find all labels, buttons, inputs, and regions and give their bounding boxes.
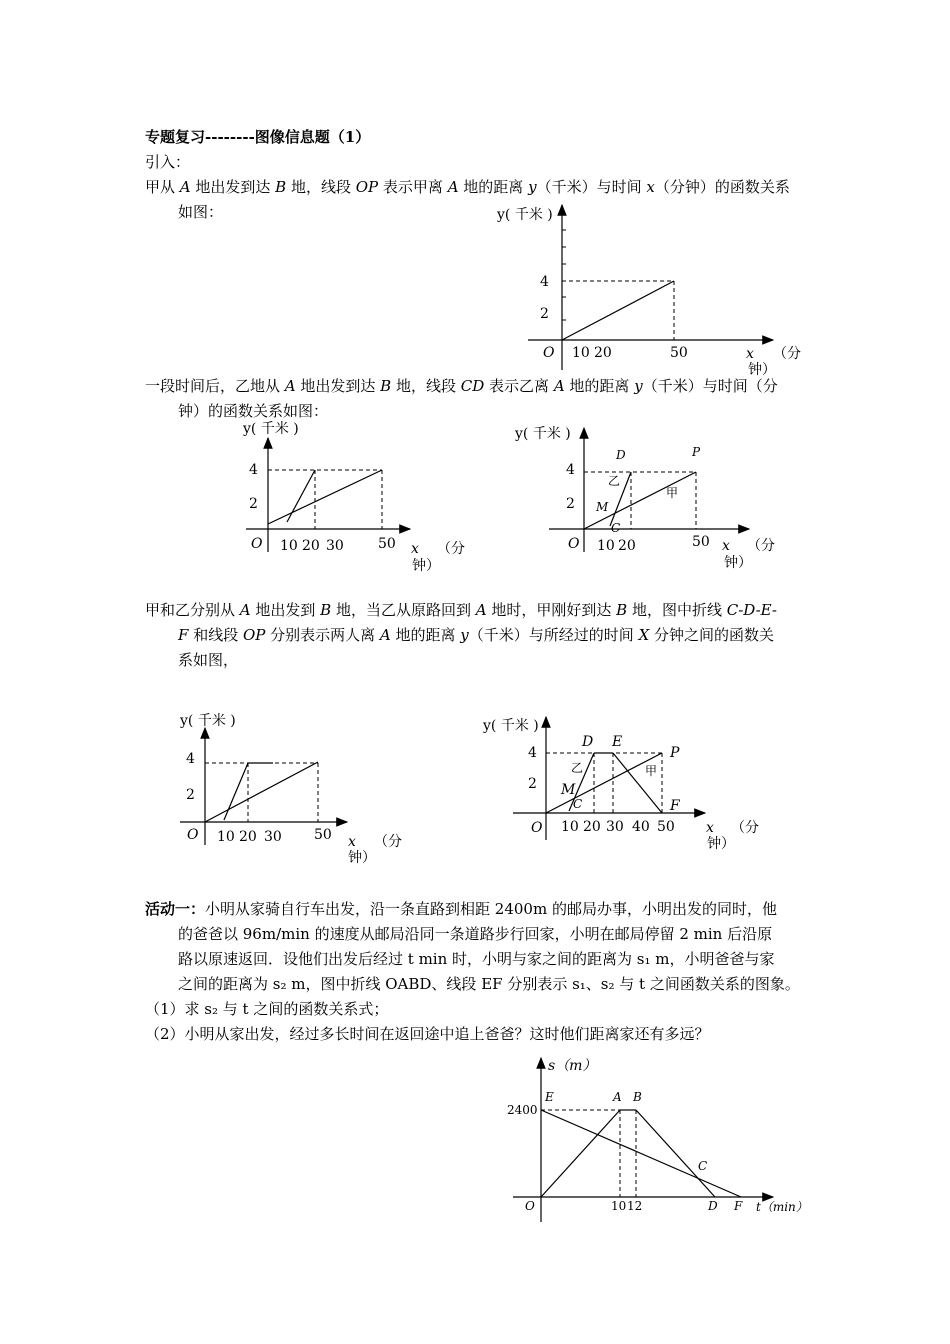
graph-1-labels xyxy=(496,206,801,378)
g4-x-unit-1: （分 xyxy=(374,834,402,850)
g2-tick-10: 10 xyxy=(280,538,298,554)
g5-x-label: x xyxy=(706,820,714,836)
g1-tick-10: 10 xyxy=(572,345,590,361)
g3-x-unit-1: （分 xyxy=(747,538,775,554)
g4-x-label: x xyxy=(348,834,356,850)
g3-origin: O xyxy=(568,536,580,552)
g4-x-unit-2: 钟） xyxy=(348,850,376,866)
g2-tick-50: 50 xyxy=(378,536,396,552)
intro-paragraph-3-line-1: 甲和乙分别从 A 地出发到 B 地，当乙从原路回到 A 地时，甲刚好到达 B 地，图中折线 C-D-E- xyxy=(145,601,777,619)
g2-x-label: x xyxy=(411,541,419,557)
g6-tick-2400: 2400 xyxy=(507,1103,538,1117)
g1-tick-50: 50 xyxy=(670,345,688,361)
g5-x-unit-1: （分 xyxy=(731,820,759,836)
g3-point-M: M xyxy=(596,500,609,514)
g2-y-label: y( 千米 ) xyxy=(243,421,299,437)
page-title: 专题复习--------图像信息题（1） xyxy=(145,128,371,146)
g4-tick-4: 4 xyxy=(186,751,195,767)
g6-x-label: t（min） xyxy=(756,1200,808,1214)
g5-point-C: C xyxy=(573,797,583,811)
g3-x-unit-2: 钟） xyxy=(724,555,752,571)
g2-tick-4: 4 xyxy=(249,462,258,478)
g4-origin: O xyxy=(187,827,199,843)
g1-tick-4: 4 xyxy=(540,274,549,290)
g5-point-D: D xyxy=(582,734,594,750)
g6-tick-10: 10 xyxy=(611,1199,627,1213)
g3-tick-10: 10 xyxy=(597,538,615,554)
g4-tick-20: 20 xyxy=(239,829,257,845)
g3-label-jia: 甲 xyxy=(666,486,679,500)
g6-point-B: B xyxy=(633,1090,642,1104)
g3-tick-20: 20 xyxy=(618,538,636,554)
g1-y-label: y( 千米 ) xyxy=(497,207,553,223)
g3-x-label: x xyxy=(722,538,730,554)
g4-tick-2: 2 xyxy=(186,787,195,803)
g3-y-label: y( 千米 ) xyxy=(515,426,571,442)
g2-tick-2: 2 xyxy=(249,496,258,512)
g5-label-jia: 甲 xyxy=(645,764,658,778)
g5-point-F: F xyxy=(670,798,680,814)
g3-point-C: C xyxy=(611,521,621,535)
g1-origin: O xyxy=(543,345,555,361)
g5-point-P: P xyxy=(670,745,680,761)
activity-line-1: 活动一：小明从家骑自行车出发，沿一条直路到相距 2400m 的邮局办事，小明出发的同时，他 xyxy=(145,900,777,918)
g5-x-unit-2: 钟） xyxy=(707,836,735,852)
g2-x-unit-1: （分 xyxy=(437,541,465,557)
g4-tick-10: 10 xyxy=(217,829,235,845)
intro-paragraph-1-line-2: 如图： xyxy=(178,203,224,221)
g1-tick-20: 20 xyxy=(594,345,612,361)
g2-origin: O xyxy=(251,536,263,552)
g5-point-M: M xyxy=(561,782,576,798)
g3-point-P: P xyxy=(692,445,701,459)
g1-x-unit-1: （分 xyxy=(773,346,801,362)
graph-6-labels xyxy=(507,1058,808,1214)
g2-x-unit-2: 钟） xyxy=(412,558,440,574)
g3-tick-4: 4 xyxy=(566,462,575,478)
graph-2 xyxy=(246,438,410,552)
activity-line-4: 之间的距离为 s₂ m，图中折线 OABD、线段 EF 分别表示 s₁、s₂ 与 t 之间函数关系的图象。 xyxy=(178,975,800,993)
g5-y-label: y( 千米 ) xyxy=(483,718,539,734)
g5-tick-40: 40 xyxy=(632,819,650,835)
g6-tick-12: 12 xyxy=(627,1199,643,1213)
graph-3 xyxy=(549,428,749,552)
g2-tick-30: 30 xyxy=(326,538,344,554)
graph-5-labels xyxy=(482,717,759,852)
g3-point-D: D xyxy=(616,448,626,462)
intro-paragraph-3-line-2: F 和线段 OP 分别表示两人离 A 地的距离 y（千米）与所经过的时间 X 分钟之间的函数关 xyxy=(178,626,775,644)
g5-tick-20: 20 xyxy=(583,819,601,835)
g1-x-unit-2: 钟） xyxy=(748,362,776,378)
graph-6 xyxy=(513,1058,773,1222)
g5-tick-2: 2 xyxy=(528,776,537,792)
g5-point-E: E xyxy=(612,734,623,750)
g3-tick-50: 50 xyxy=(692,534,710,550)
g5-tick-30: 30 xyxy=(606,819,624,835)
g3-tick-2: 2 xyxy=(566,496,575,512)
g1-line-OP xyxy=(562,281,674,340)
g6-y-label: s（m） xyxy=(548,1058,597,1074)
g6-point-D: D xyxy=(708,1199,718,1213)
g5-tick-10: 10 xyxy=(561,819,579,835)
g6-point-A: A xyxy=(613,1090,622,1104)
question-1: （1）求 s₂ 与 t 之间的函数关系式； xyxy=(145,1000,389,1018)
activity-line-2: 的爸爸以 96m/min 的速度从邮局沿同一条道路步行回家，小明在邮局停留 2 min 后沿原 xyxy=(178,925,773,943)
activity-line-3: 路以原速返回．设他们出发后经过 t min 时，小明与家之间的距离为 s₁ m，小明爸爸与家 xyxy=(178,950,775,968)
g6-origin: O xyxy=(525,1199,535,1213)
intro-paragraph-2-line-1: 一段时间后，乙地从 A 地出发到达 B 地，线段 CD 表示乙离 A 地的距离 y（千米）与时间（分 xyxy=(145,377,778,395)
g5-tick-4: 4 xyxy=(528,745,537,761)
g5-origin: O xyxy=(531,820,543,836)
intro-paragraph-3-line-3: 系如图， xyxy=(178,651,239,669)
graph-2-labels xyxy=(242,420,465,574)
g6-point-E: E xyxy=(545,1090,554,1104)
g4-tick-50: 50 xyxy=(314,827,332,843)
g4-tick-30: 30 xyxy=(264,829,282,845)
g5-label-yi: 乙 xyxy=(571,761,584,775)
graph-1 xyxy=(528,205,773,370)
g1-x-label: x xyxy=(746,346,754,362)
g6-point-F: F xyxy=(734,1199,743,1213)
intro-paragraph-1-line-1: 甲从 A 地出发到达 B 地，线段 OP 表示甲离 A 地的距离 y（千米）与时间 x（分钟）的函数关系 xyxy=(145,178,790,196)
g5-tick-50: 50 xyxy=(657,819,675,835)
intro-label: 引入： xyxy=(145,153,191,171)
graph-4-labels xyxy=(179,712,402,866)
g6-point-C: C xyxy=(698,1159,708,1173)
g1-tick-2: 2 xyxy=(540,306,549,322)
g3-label-yi: 乙 xyxy=(608,474,621,488)
g2-tick-20: 20 xyxy=(302,538,320,554)
question-2: （2）小明从家出发，经过多长时间在返回途中追上爸爸？这时他们距离家还有多远？ xyxy=(145,1025,710,1043)
intro-paragraph-2-line-2: 钟）的函数关系如图： xyxy=(178,402,329,420)
g4-y-label: y( 千米 ) xyxy=(180,713,236,729)
